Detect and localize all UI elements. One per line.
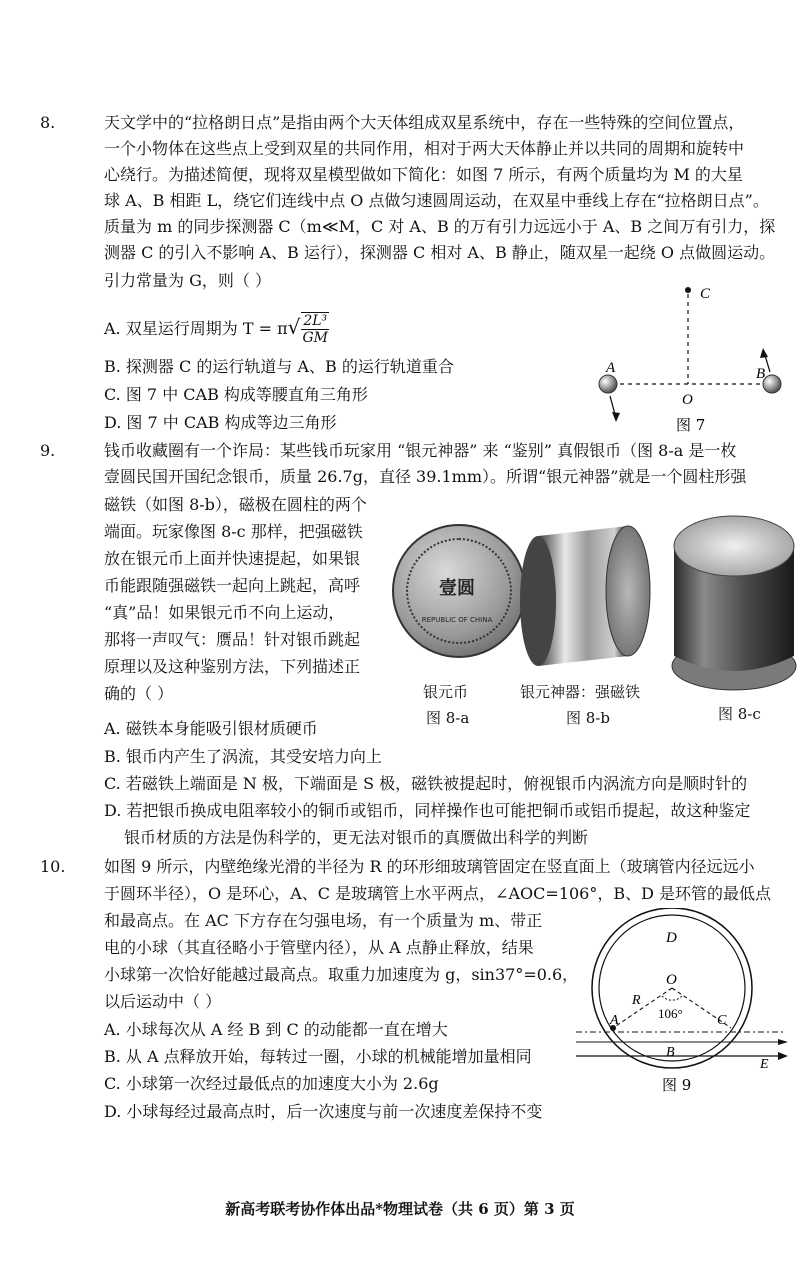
label-r: R bbox=[632, 993, 641, 1008]
figure-8c-caption: 图 8-c bbox=[718, 705, 761, 723]
label-c-ring: C bbox=[717, 1013, 727, 1028]
q10-option-a: A. 小球每次从 A 经 B 到 C 的动能都一直在增大 bbox=[104, 1020, 448, 1039]
q9-line-3: 磁铁（如图 8-b），磁极在圆柱的两个 bbox=[104, 495, 367, 514]
q8-line-7: 引力常量为 G，则（ ） bbox=[104, 271, 271, 290]
velocity-arrow-b-head bbox=[760, 348, 768, 358]
figure-8c-magnet-on-coin bbox=[664, 506, 800, 706]
q9-line-5: 放在银元币上面并快速提起，如果银 bbox=[104, 549, 361, 568]
q10-line-1: 如图 9 所示，内壁绝缘光滑的半径为 R 的环形细玻璃管固定在竖直面上（玻璃管内径远远小 bbox=[104, 857, 755, 876]
q9-option-c: C. 若磁铁上端面是 N 极，下端面是 S 极，磁铁被提起时，俯视银币内涡流方向是顺时针的 bbox=[104, 774, 748, 793]
figure-8a-caption: 图 8-a bbox=[426, 709, 470, 727]
q8-line-3: 心绕行。为描述简便，现将双星模型做如下简化：如图 7 所示，有两个质量均为 M 的大星 bbox=[104, 165, 743, 184]
q8-option-a-text: A. 双星运行周期为 T = π bbox=[104, 319, 288, 338]
figure-8a-silver-coin bbox=[392, 524, 522, 654]
q9-line-1: 钱币收藏圈有一个诈局：某些钱币玩家用 “银元神器” 来 “鉴别” 真假银币（图 8-a 是一枚 bbox=[104, 441, 737, 460]
field-arrow-head-upper bbox=[778, 1039, 788, 1045]
q8-option-c: C. 图 7 中 CAB 构成等腰直角三角形 bbox=[104, 385, 368, 404]
figure-8b-label: 银元神器：强磁铁 bbox=[520, 683, 641, 701]
label-o: O bbox=[682, 392, 693, 408]
label-a: A bbox=[606, 360, 616, 376]
question-number-9: 9. bbox=[40, 441, 56, 460]
q8-option-d: D. 图 7 中 CAB 构成等边三角形 bbox=[104, 413, 337, 432]
q8-formula-denominator: GM bbox=[302, 330, 329, 346]
q8-line-4: 球 A、B 相距 L，绕它们连线中点 O 点做匀速圆周运动，在双星中垂线上存在“拉格朗日点”。 bbox=[104, 191, 769, 210]
coin-rim-text: REPUBLIC OF CHINA bbox=[421, 616, 493, 624]
magnet-back-edge bbox=[520, 536, 556, 666]
q9-option-b: B. 银币内产生了涡流，其受安培力向上 bbox=[104, 747, 382, 766]
figure-9-caption: 图 9 bbox=[662, 1076, 692, 1094]
q10-line-5: 小球第一次恰好能越过最高点。取重力加速度为 g，sin37°=0.6， bbox=[104, 965, 579, 984]
q10-line-2: 于圆环半径），O 是环心，A、C 是玻璃管上水平两点，∠AOC=106°，B、D 是环管的最低点 bbox=[104, 884, 772, 903]
q9-line-9: 原理以及这种鉴别方法，下列描述正 bbox=[104, 657, 361, 676]
q9-line-10: 确的（ ） bbox=[104, 684, 174, 703]
label-c: C bbox=[700, 286, 711, 302]
figure-8b-magnet-cylinder bbox=[510, 506, 670, 676]
figure-9-ring-tube-diagram bbox=[570, 908, 795, 1098]
q9-option-d-line-1: D. 若把银币换成电阻率较小的铜币或铝币，同样操作也可能把铜币或铝币提起，故这种鉴定 bbox=[104, 801, 751, 820]
label-e: E bbox=[760, 1057, 769, 1072]
label-d: D bbox=[666, 930, 677, 946]
figure-8b-caption: 图 8-b bbox=[566, 709, 610, 727]
label-b: B bbox=[756, 366, 766, 382]
q9-option-a: A. 磁铁本身能吸引银材质硬币 bbox=[104, 719, 318, 738]
label-angle-106: 106° bbox=[658, 1006, 683, 1021]
velocity-arrow-a-head bbox=[612, 412, 620, 422]
coin-center-text: 壹圆 bbox=[439, 578, 475, 599]
q9-line-7: “真”品！如果银元币不向上运动， bbox=[104, 603, 345, 622]
q8-formula-numerator: 2L³ bbox=[303, 313, 328, 329]
q9-option-d-line-2: 银币材质的方法是伪科学的，更无法对银币的真赝做出科学的判断 bbox=[124, 828, 589, 847]
page-footer: 新高考联考协作体出品*物理试卷（共 6 页）第 3 页 bbox=[225, 1200, 575, 1218]
label-o-ring: O bbox=[666, 972, 677, 988]
label-b-ring: B bbox=[666, 1045, 675, 1060]
q9-line-2: 壹圆民国开国纪念银币，质量 26.7g，直径 39.1mm）。所谓“银元神器”就是一个圆柱形强 bbox=[104, 467, 747, 486]
figure-7-caption: 图 7 bbox=[676, 416, 706, 434]
q9-line-8: 那将一声叹气：赝品！针对银币跳起 bbox=[104, 630, 361, 649]
q9-line-4: 端面。玩家像图 8-c 那样，把强磁铁 bbox=[104, 522, 363, 541]
point-c-dot bbox=[685, 287, 691, 293]
q10-option-d: D. 小球每经过最高点时，后一次速度与前一次速度差保持不变 bbox=[104, 1102, 543, 1121]
q10-line-6: 以后运动中（ ） bbox=[104, 992, 222, 1011]
q10-option-c: C. 小球第一次经过最低点的加速度大小为 2.6g bbox=[104, 1074, 439, 1093]
star-b-ball bbox=[763, 375, 781, 393]
q8-option-b: B. 探测器 C 的运行轨道与 A、B 的运行轨道重合 bbox=[104, 357, 454, 376]
q10-line-3: 和最高点。在 AC 下方存在匀强电场，有一个质量为 m、带正 bbox=[104, 911, 543, 930]
question-number-8: 8. bbox=[40, 113, 56, 132]
angle-arc bbox=[662, 996, 682, 1000]
label-a-ring: A bbox=[610, 1013, 619, 1028]
question-number-10: 10. bbox=[40, 857, 66, 876]
field-arrow-head bbox=[778, 1052, 788, 1060]
star-a-ball bbox=[599, 375, 617, 393]
figure-8a-label: 银元币 bbox=[423, 683, 469, 701]
q8-line-1: 天文学中的“拉格朗日点”是指由两个大天体组成双星系统中，存在一些特殊的空间位置点， bbox=[104, 113, 745, 132]
magnet-top-face bbox=[674, 516, 794, 576]
q8-option-a: A. 双星运行周期为 T = π√ $\frac{\text{2L³}}{GM}$ bbox=[104, 313, 329, 346]
magnet-end-face bbox=[606, 526, 650, 656]
q8-line-6: 测器 C 的引入不影响 A、B 运行），探测器 C 相对 A、B 静止，随双星一起绕 O 点做圆运动。 bbox=[104, 243, 776, 262]
figure-7-binary-star-diagram bbox=[590, 280, 790, 440]
q10-option-b: B. 从 A 点释放开始，每转过一圈，小球的机械能增加量相同 bbox=[104, 1047, 532, 1066]
q8-line-5: 质量为 m 的同步探测器 C（m≪M，C 对 A、B 的万有引力远远小于 A、B 之间万有引力，探 bbox=[104, 217, 776, 236]
q8-line-2: 一个小物体在这些点上受到双星的共同作用，相对于两大天体静止并以共同的周期和旋转中 bbox=[104, 139, 745, 158]
q9-line-6: 币能跟随强磁铁一起向上跳起，高呼 bbox=[104, 576, 361, 595]
q10-line-4: 电的小球（其直径略小于管壁内径），从 A 点静止释放，结果 bbox=[104, 938, 534, 957]
